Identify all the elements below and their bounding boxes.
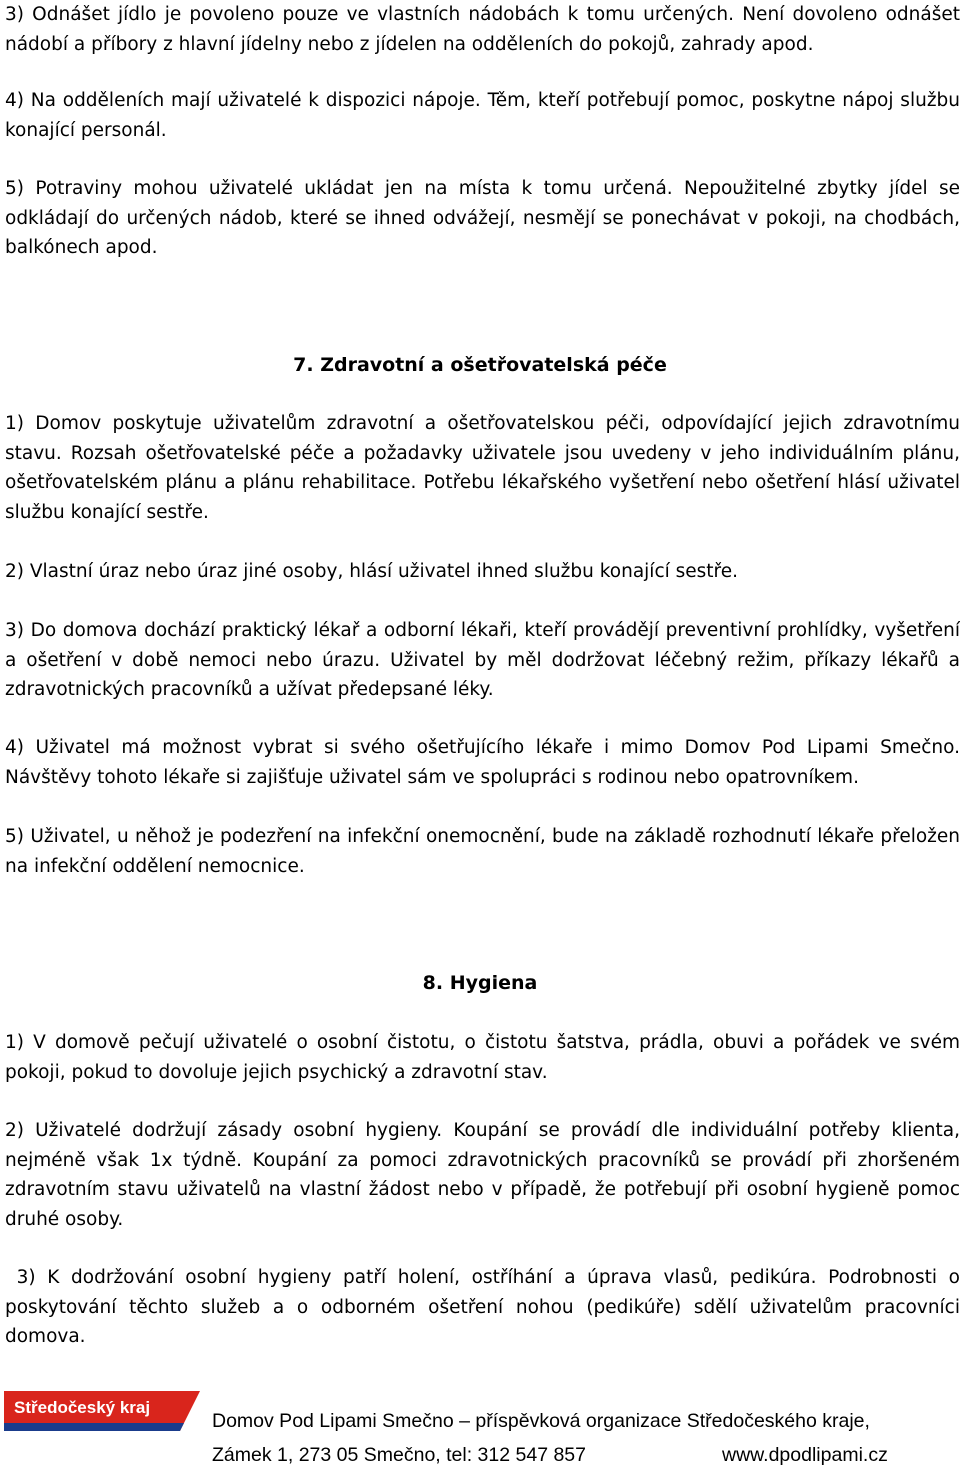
section-7-heading: 7. Zdravotní a ošetřovatelská péče [293,354,667,376]
paragraph-7-1: 1) Domov poskytuje uživatelům zdravotní a ošetřovatelskou péči, odpovídající jejich zdravotnímu stavu. Rozsah ošetřovatelské péče a požadavky uživatele jsou uvedeny v jeho individuálním plánu, ošetřovatelském plánu a plánu rehabilitace. Potřebu lékařského vyšetření nebo ošetření hlásí uživatel službu konající sestře. [5,413,960,523]
footer-organization: Domov Pod Lipami Smečno – příspěvková organizace Středočeského kraje, [212,1410,870,1432]
stredocesky-kraj-logo [4,1391,200,1431]
logo-text: Středočeský kraj [14,1398,151,1417]
paragraph-food-containers: 3) Odnášet jídlo je povoleno pouze ve vlastních nádobách k tomu určených. Není dovoleno odnášet nádobí a příbory z hlavní jídelny nebo z jídelen na odděleních do pokojů, zahrady apod. [5,4,960,55]
section-8-heading: 8. Hygiena [422,972,538,994]
paragraph-7-2: 2) Vlastní úraz nebo úraz jiné osoby, hlásí uživatel ihned službu konající sestře. [5,561,739,582]
paragraph-7-5: 5) Uživatel, u něhož je podezření na infekční onemocnění, bude na základě rozhodnutí lékaře přeložen na infekční oddělení nemocnice. [5,826,960,877]
paragraph-7-3: 3) Do domova dochází praktický lékař a odborní lékaři, kteří provádějí preventivní prohlídky, vyšetření a ošetření v době nemoci nebo úrazu. Uživatel by měl dodržovat léčebný režim, příkazy lékařů a zdravotnických pracovníků a užívat předepsané léky. [5,620,960,700]
paragraph-8-2: 2) Uživatelé dodržují zásady osobní hygieny. Koupání se provádí dle individuální potřeby klienta, nejméně však 1x týdně. Koupání za pomoci zdravotnických pracovníků se provádí při zhoršeném zdravotním stavu uživatelů na vlastní žádost nebo v případě, že potřebují při osobní hygieně pomoc druhé osoby. [5,1120,960,1230]
paragraph-7-4: 4) Uživatel má možnost vybrat si svého ošetřujícího lékaře i mimo Domov Pod Lipami Smečno. Návštěvy tohoto lékaře si zajišťuje uživatel sám ve spolupráci s rodinou nebo opatrovníkem. [5,737,960,788]
paragraph-8-1: 1) V domově pečují uživatelé o osobní čistotu, o čistotu šatstva, prádla, obuvi a pořádek ve svém pokoji, pokud to dovoluje jejich psychický a zdravotní stav. [5,1032,960,1083]
footer-address: Zámek 1, 273 05 Smečno, tel: 312 547 857 [212,1444,586,1466]
footer-website-link[interactable]: www.dpodlipami.cz [722,1444,888,1466]
paragraph-8-3: 3) K dodržování osobní hygieny patří holení, ostříhání a úprava vlasů, pedikúra. Podrobnosti o poskytování těchto služeb a o odborném ošetření nohou (pedikúře) sdělí uživatelům pracovníci domova. [5,1267,960,1347]
paragraph-drinks: 4) Na odděleních mají uživatelé k dispozici nápoje. Těm, kteří potřebují pomoc, poskytne nápoj službu konající personál. [5,90,960,141]
logo-blue-band [4,1423,184,1431]
paragraph-food-storage: 5) Potraviny mohou uživatelé ukládat jen na místa k tomu určená. Nepoužitelné zbytky jídel se odkládají do určených nádob, které se ihned odvážejí, nesmějí se ponechávat v pokoji, na chodbách, balkónech apod. [5,178,960,258]
